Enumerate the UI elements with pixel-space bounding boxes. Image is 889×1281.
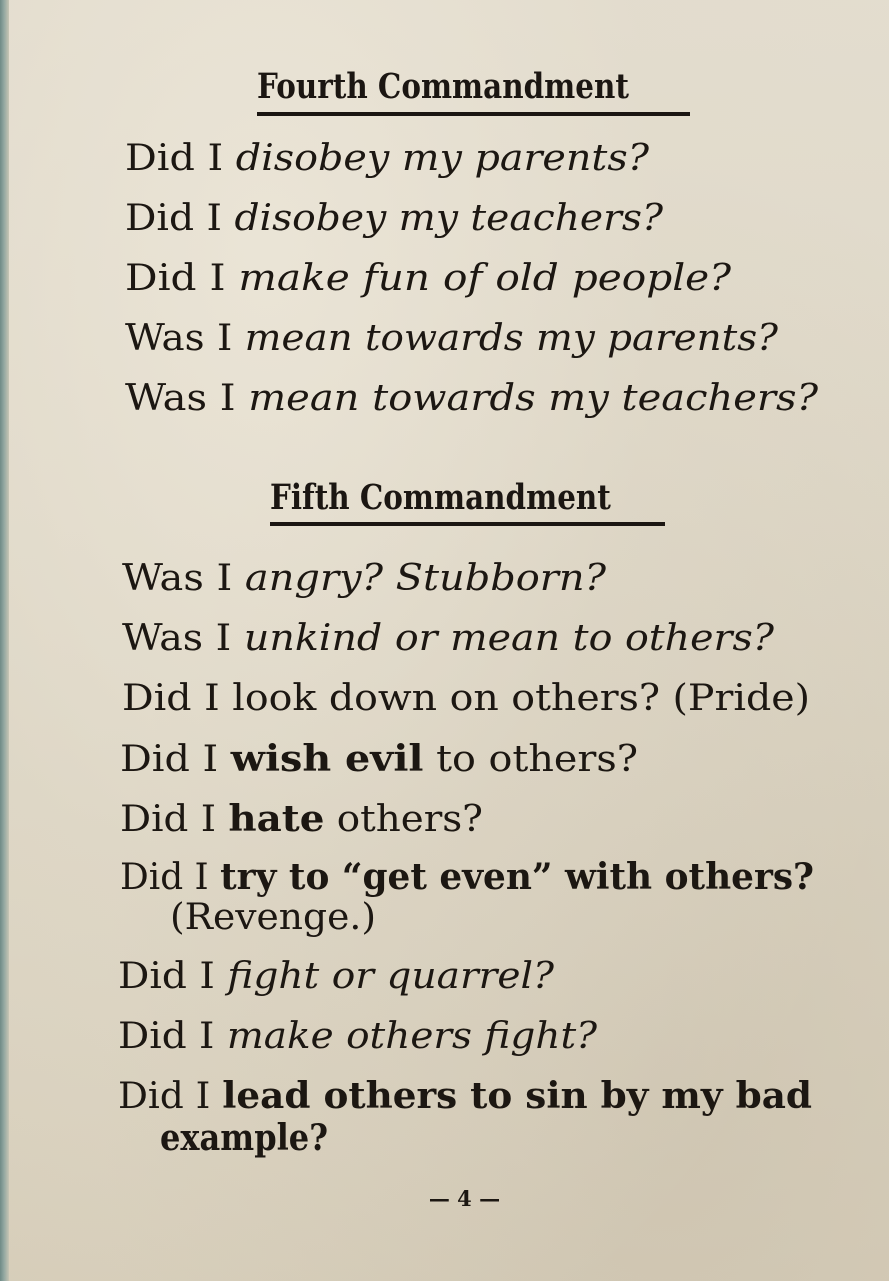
plain-text: Did I look down on others? (Pride) xyxy=(122,678,810,719)
plain-text: Was I xyxy=(122,558,245,599)
question-line xyxy=(125,138,649,179)
bold-text: example? xyxy=(160,1117,329,1159)
italic-text: disobey my teachers? xyxy=(234,198,664,239)
plain-text: to others? xyxy=(423,739,639,780)
italic-text: disobey my parents? xyxy=(235,138,649,179)
page-number: — 4 — xyxy=(428,1186,501,1211)
question-line xyxy=(118,956,554,997)
question-line xyxy=(120,738,639,780)
section-heading-fifth-commandment: Fifth Commandment xyxy=(270,477,611,518)
question-line xyxy=(120,856,815,898)
plain-text: Was I xyxy=(125,318,245,359)
bold-text: lead others to sin by my bad xyxy=(222,1075,812,1117)
book-spine-edge xyxy=(0,0,9,1281)
question-line xyxy=(160,1117,329,1159)
bold-text: wish evil xyxy=(230,738,424,780)
section-heading-fourth-commandment: Fourth Commandment xyxy=(257,66,629,107)
question-line xyxy=(170,897,376,938)
bold-text: try to “get even” with others? xyxy=(220,856,815,898)
plain-text: Did I xyxy=(118,956,228,997)
plain-text: Did I xyxy=(125,258,239,299)
italic-text: fight or quarrel? xyxy=(227,956,554,997)
question-line xyxy=(120,798,483,840)
plain-text: Did I xyxy=(120,857,221,898)
bold-text: hate xyxy=(228,798,325,840)
plain-text: Was I xyxy=(122,618,244,659)
plain-text: Did I xyxy=(118,1016,227,1057)
plain-text: Did I xyxy=(120,739,231,780)
plain-text: Did I xyxy=(125,198,235,239)
italic-text: unkind or mean to others? xyxy=(243,618,774,659)
plain-text: Did I xyxy=(120,799,229,840)
heading-underline xyxy=(270,522,665,526)
italic-text: make fun of old people? xyxy=(238,258,732,299)
question-line xyxy=(122,678,810,719)
plain-text: Did I xyxy=(118,1076,223,1117)
heading-underline xyxy=(257,112,690,116)
question-line xyxy=(122,558,606,599)
plain-text: (Revenge.) xyxy=(170,897,376,938)
question-line xyxy=(122,618,774,659)
italic-text: mean towards my parents? xyxy=(244,318,779,359)
question-line xyxy=(125,318,779,359)
question-line xyxy=(125,258,732,299)
italic-text: mean towards my teachers? xyxy=(248,378,819,419)
question-line xyxy=(125,378,819,419)
plain-text: Was I xyxy=(125,378,249,419)
plain-text: Did I xyxy=(125,138,236,179)
plain-text: others? xyxy=(324,799,483,840)
italic-text: angry? Stubborn? xyxy=(244,558,606,599)
italic-text: make others fight? xyxy=(226,1016,598,1057)
question-line xyxy=(118,1075,812,1117)
question-line xyxy=(125,198,664,239)
question-line xyxy=(118,1016,598,1057)
